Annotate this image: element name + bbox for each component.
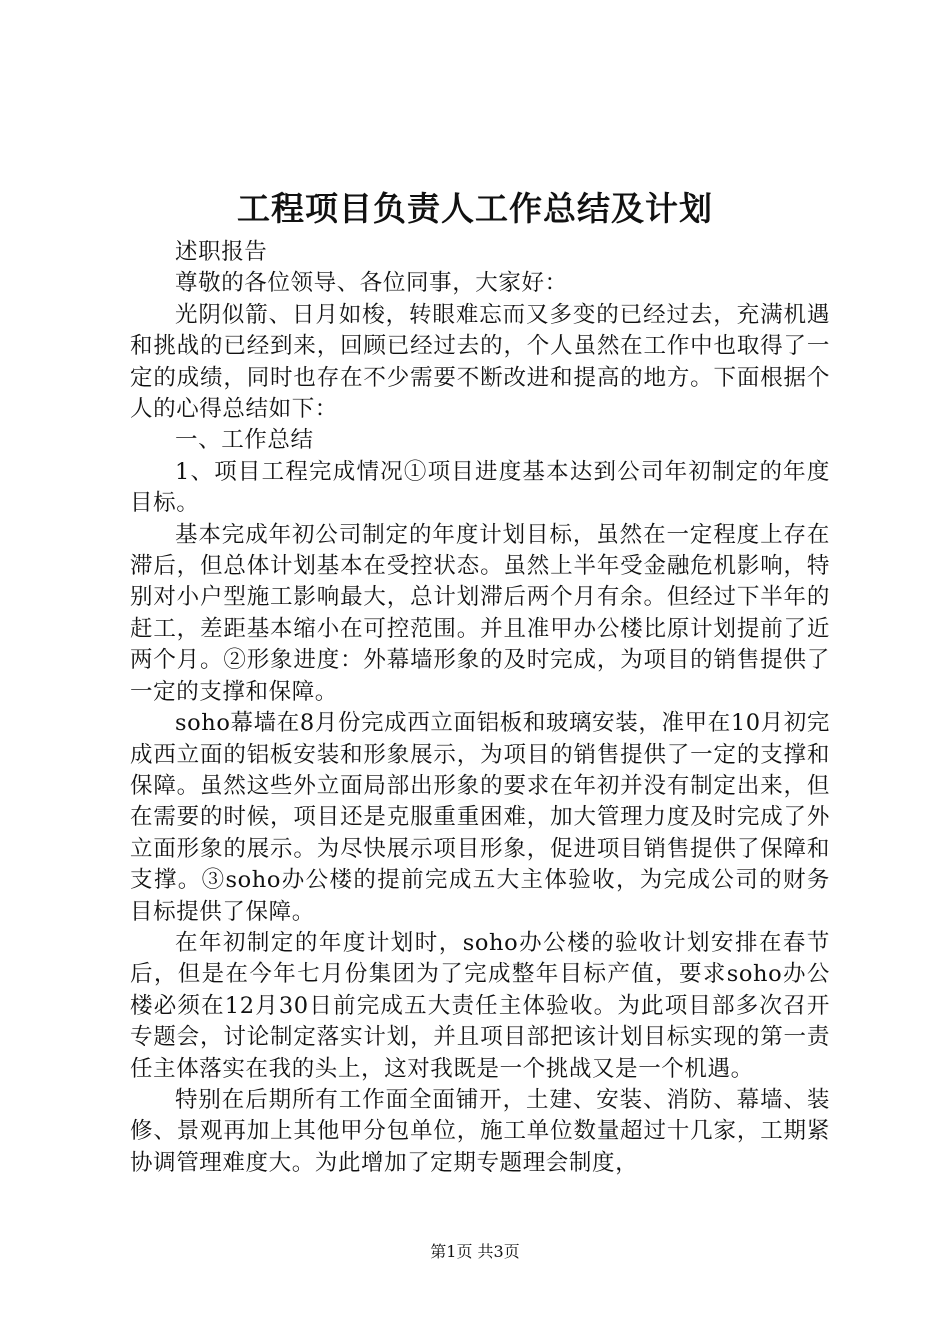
- document-title: 工程项目负责人工作总结及计划: [237, 189, 713, 228]
- paragraph-soho-curtain-wall: soho幕墙在8月份完成西立面铝板和玻璃安装，准甲在10月初完成西立面的铝板安装和形象展示，为项目的销售提供了一定的支撑和保障。虽然这些外立面局部出形象的要求在年初并没有制定出来，但在需要的时候，项目还是克服重重困难，加大管理力度及时完成了外立面形象的展示。为尽快展示项目形象，促进项目销售提供了保障和支撑。③soho办公楼的提前完成五大主体验收，为完成公司的财务目标提供了保障。: [130, 710, 830, 925]
- paragraph-coordination: 特别在后期所有工作面全面铺开，土建、安装、消防、幕墙、装修、景观再加上其他甲分包单位，施工单位数量超过十几家，工期紧协调管理难度大。为此增加了定期专题理会制度，: [130, 1086, 830, 1176]
- section-heading-work-summary: 一、工作总结: [175, 427, 314, 454]
- paragraph-intro: 光阴似箭、日月如梭，转眼难忘而又多变的已经过去，充满机遇和挑战的已经到来，回顾已经过去的，个人虽然在工作中也取得了一定的成绩，同时也存在不少需要不断改进和提高的地方。下面根据个人的心得总结如下：: [130, 301, 830, 423]
- paragraph-acceptance-plan: 在年初制定的年度计划时，soho办公楼的验收计划安排在春节后，但是在今年七月份集团为了完成整年目标产值，要求soho办公楼必须在12月30日前完成五大责任主体验收。为此项目部多次召开专题会，讨论制定落实计划，并且项目部把该计划目标实现的第一责任主体落实在我的头上，这对我既是一个挑战又是一个机遇。: [130, 929, 830, 1082]
- document-body: [130, 237, 830, 1179]
- paragraph-project-completion: 1、项目工程完成情况①项目进度基本达到公司年初制定的年度目标。: [130, 458, 830, 517]
- paragraph-report-label: 述职报告: [175, 239, 268, 265]
- paragraph-greeting: 尊敬的各位领导、各位同事，大家好：: [175, 270, 568, 297]
- paragraph-annual-target: 基本完成年初公司制定的年度计划目标，虽然在一定程度上存在滞后，但总体计划基本在受控状态。虽然上半年受金融危机影响，特别对小户型施工影响最大，总计划滞后两个月有余。但经过下半年的赶工，差距基本缩小在可控范围。并且准甲办公楼比原计划提前了近两个月。②形象进度：外幕墙形象的及时完成，为项目的销售提供了一定的支撑和保障。: [130, 521, 830, 705]
- page-footer: 第1页 共3页: [430, 1242, 520, 1261]
